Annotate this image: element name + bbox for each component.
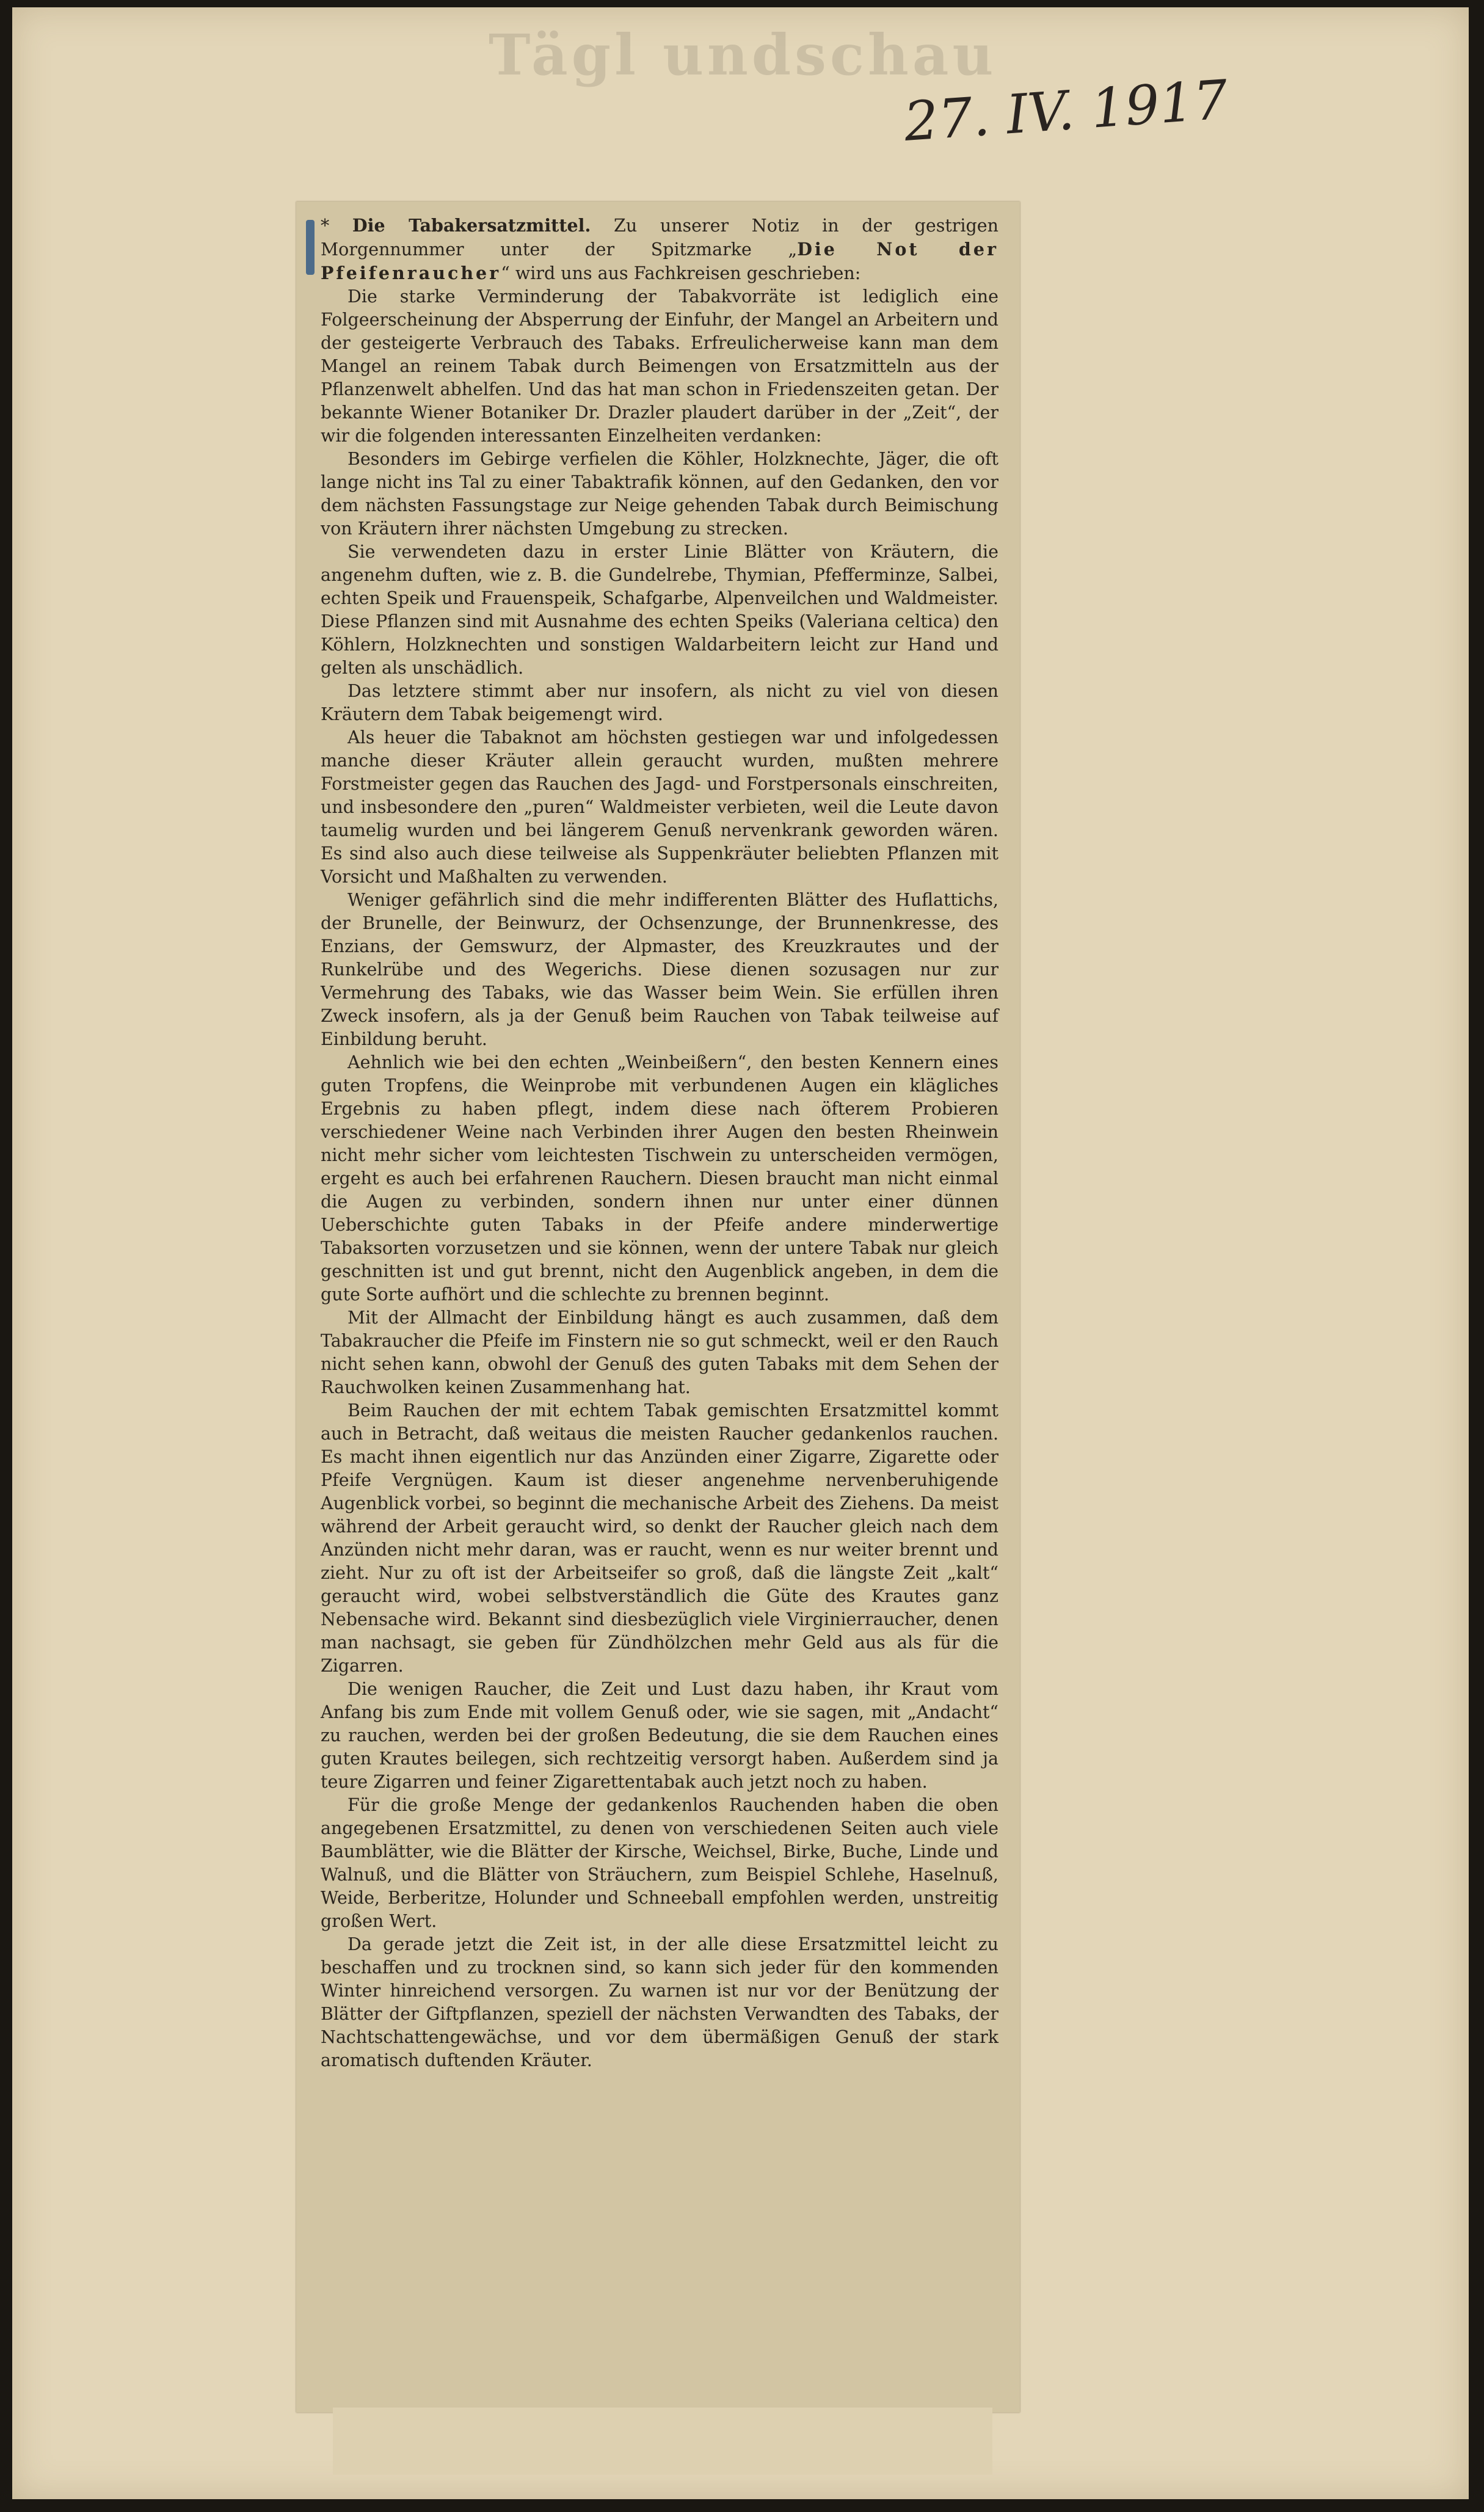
handwritten-date: 27. IV. 1917 bbox=[902, 68, 1230, 154]
mounting-strip bbox=[333, 2408, 992, 2475]
article-paragraph: Die wenigen Raucher, die Zeit und Lust dazu haben, ihr Kraut vom Anfang bis zum Ende mit vollem Genuß oder, wie sie sagen, mit „Andacht“ zu rauchen, werden bei der großen Bedeutung, die sie dem Rauchen eines guten Krautes beilegen, sich rechtzeitig versorgt haben. Außerdem sind ja teure Zigarren und feiner Zigarettentabak auch jetzt noch zu haben. bbox=[321, 1679, 998, 1792]
article-paragraph: Die starke Verminderung der Tabakvorräte ist lediglich eine Folgeerscheinung der Absperrung der Einfuhr, der Mangel an Arbeitern und der gesteigerte Verbrauch des Tabaks. Erfreulicherweise kann man dem Mangel an reinem Tabak durch Beimengen von Ersatzmitteln aus der Pflanzenwelt abhelfen. Und das hat man schon in Friedenszeiten getan. Der bekannte Wiener Botaniker Dr. Drazler plaudert darüber in der „Zeit“, der wir die folgenden interessanten Einzelheiten verdanken: bbox=[321, 286, 998, 446]
article-lead bbox=[321, 214, 998, 285]
article-paragraph: Sie verwendeten dazu in erster Linie Blätter von Kräutern, die angenehm duften, wie z. B. die Gundelrebe, Thymian, Pfefferminze, Salbei, echten Speik und Frauenspeik, Schafgarbe, Alpenveilchen und Waldmeister. Diese Pflanzen sind mit Ausnahme des echten Speiks (Valeriana celtica) den Köhlern, Holzknechten und sonstigen Waldarbeitern leicht zur Hand und gelten als unschädlich. bbox=[321, 542, 998, 678]
newspaper-masthead-fragment: Tägl undschau bbox=[489, 22, 997, 88]
article-headline: Die Tabakersatzmittel. bbox=[352, 215, 591, 236]
article-paragraph: Für die große Menge der gedankenlos Rauchenden haben die oben angegebenen Ersatzmittel, zu denen von verschiedenen Seiten auch viele Baumblätter, wie die Blätter der Kirsche, Weichsel, Birke, Buche, Linde und Walnuß, und die Blätter von Sträuchern, zum Beispiel Schlehe, Haselnuß, Weide, Berberitze, Holunder und Schneeball empfohlen werden, unstreitig großen Wert. bbox=[321, 1795, 998, 1931]
article-paragraph: Aehnlich wie bei den echten „Weinbeißern“, den besten Kennern eines guten Tropfens, die Weinprobe mit verbundenen Augen ein klägliches Ergebnis zu haben pflegt, indem diese nach öfterem Probieren verschiedener Weine nach Verbinden ihrer Augen den besten Rheinwein nicht mehr sicher vom leichtesten Tischwein zu unterscheiden vermögen, ergeht es auch bei erfahrenen Rauchern. Diesen braucht man nicht einmal die Augen zu verbinden, sondern ihnen nur unter einer dünnen Ueberschichte guten Tabaks in der Pfeife andere minderwertige Tabaksorten vorzusetzen und sie können, wenn der untere Tabak nur gleich geschnitten ist und gut brennt, nicht den Augenblick angeben, in dem die gute Sorte aufhört und die schlechte zu brennen beginnt. bbox=[321, 1052, 998, 1305]
article-body bbox=[321, 214, 998, 2072]
article-paragraph: Mit der Allmacht der Einbildung hängt es auch zusammen, daß dem Tabakraucher die Pfeife im Finstern nie so gut schmeckt, weil er den Rauch nicht sehen kann, obwohl der Genuß des guten Tabaks mit dem Sehen der Rauchwolken keinen Zusammenhang hat. bbox=[321, 1308, 998, 1397]
article-paragraph: Da gerade jetzt die Zeit ist, in der alle diese Ersatzmittel leicht zu beschaffen und zu trocknen sind, so kann sich jeder für den kommenden Winter hinreichend versorgen. Zu warnen ist nur vor der Benützung der Blätter der Giftpflanzen, speziell der nächsten Verwandten des Tabaks, der Nachtschattengewächse, und vor dem übermäßigen Genuß der stark aromatisch duftenden Kräuter. bbox=[321, 1934, 998, 2070]
archive-sheet bbox=[12, 7, 1469, 2499]
article-paragraph: Das letztere stimmt aber nur insofern, als nicht zu viel von diesen Kräutern dem Tabak beigemengt wird. bbox=[321, 681, 998, 724]
article-paragraph: Beim Rauchen der mit echtem Tabak gemischten Ersatzmittel kommt auch in Betracht, daß weitaus die meisten Raucher gedankenlos rauchen. Es macht ihnen eigentlich nur das Anzünden einer Zigarre, Zigarette oder Pfeife Vergnügen. Kaum ist dieser angenehme nervenberuhigende Augenblick vorbei, so beginnt die mechanische Arbeit des Ziehens. Da meist während der Arbeit geraucht wird, so denkt der Raucher gleich nach dem Anzünden nicht mehr daran, was er raucht, wenn es nur weiter brennt und zieht. Nur zu oft ist der Arbeitseifer so groß, daß die längste Zeit „kalt“ geraucht wird, wobei selbstverständlich die Güte des Krautes ganz Nebensache wird. Bekannt sind diesbezüglich viele Virginierraucher, denen man nachsagt, sie geben für Zündhölzchen mehr Geld aus als für die Zigarren. bbox=[321, 1400, 998, 1676]
article-paragraph: Besonders im Gebirge verfielen die Köhler, Holzknechte, Jäger, die oft lange nicht ins Tal zu einer Tabaktrafik können, auf den Gedanken, den vor dem nächsten Fassungstage zur Neige gehenden Tabak durch Beimischung von Kräutern ihrer nächsten Umgebung zu strecken. bbox=[321, 449, 998, 539]
article-paragraph: Als heuer die Tabaknot am höchsten gestiegen war und infolgedessen manche dieser Kräuter allein geraucht wurden, mußten mehrere Forstmeister gegen das Rauchen des Jagd- und Forstpersonals einschreiten, und insbesondere den „puren“ Waldmeister verbieten, weil die Leute davon taumelig wurden und bei längerem Genuß nervenkrank geworden wären. Es sind also auch diese teilweise als Suppenkräuter beliebten Pflanzen mit Vorsicht und Maßhalten zu verwenden. bbox=[321, 727, 998, 887]
lead-text-a: Zu unserer Notiz in der gestrigen Morgennummer unter der Spitzmarke „ bbox=[321, 216, 999, 260]
lead-marker: * bbox=[321, 216, 352, 236]
newspaper-clipping bbox=[296, 202, 1020, 2412]
article-paragraph: Weniger gefährlich sind die mehr indifferenten Blätter des Huflattichs, der Brunelle, der Beinwurz, der Ochsenzunge, der Brunnenkresse, des Enzians, der Gemswurz, der Alpmaster, des Kreuzkrautes und der Runkelrübe und des Wegerichs. Diese dienen sozusagen nur zur Vermehrung des Tabaks, wie das Wasser beim Wein. Sie erfüllen ihren Zweck insofern, als ja der Genuß beim Rauchen von Tabak teilweise auf Einbildung beruht. bbox=[321, 890, 998, 1049]
blue-pencil-mark bbox=[306, 220, 315, 275]
spitzmarke-title: Die Not der Pfeifenraucher bbox=[321, 239, 998, 283]
lead-text-b: “ wird uns aus Fachkreisen geschrieben: bbox=[501, 263, 861, 283]
